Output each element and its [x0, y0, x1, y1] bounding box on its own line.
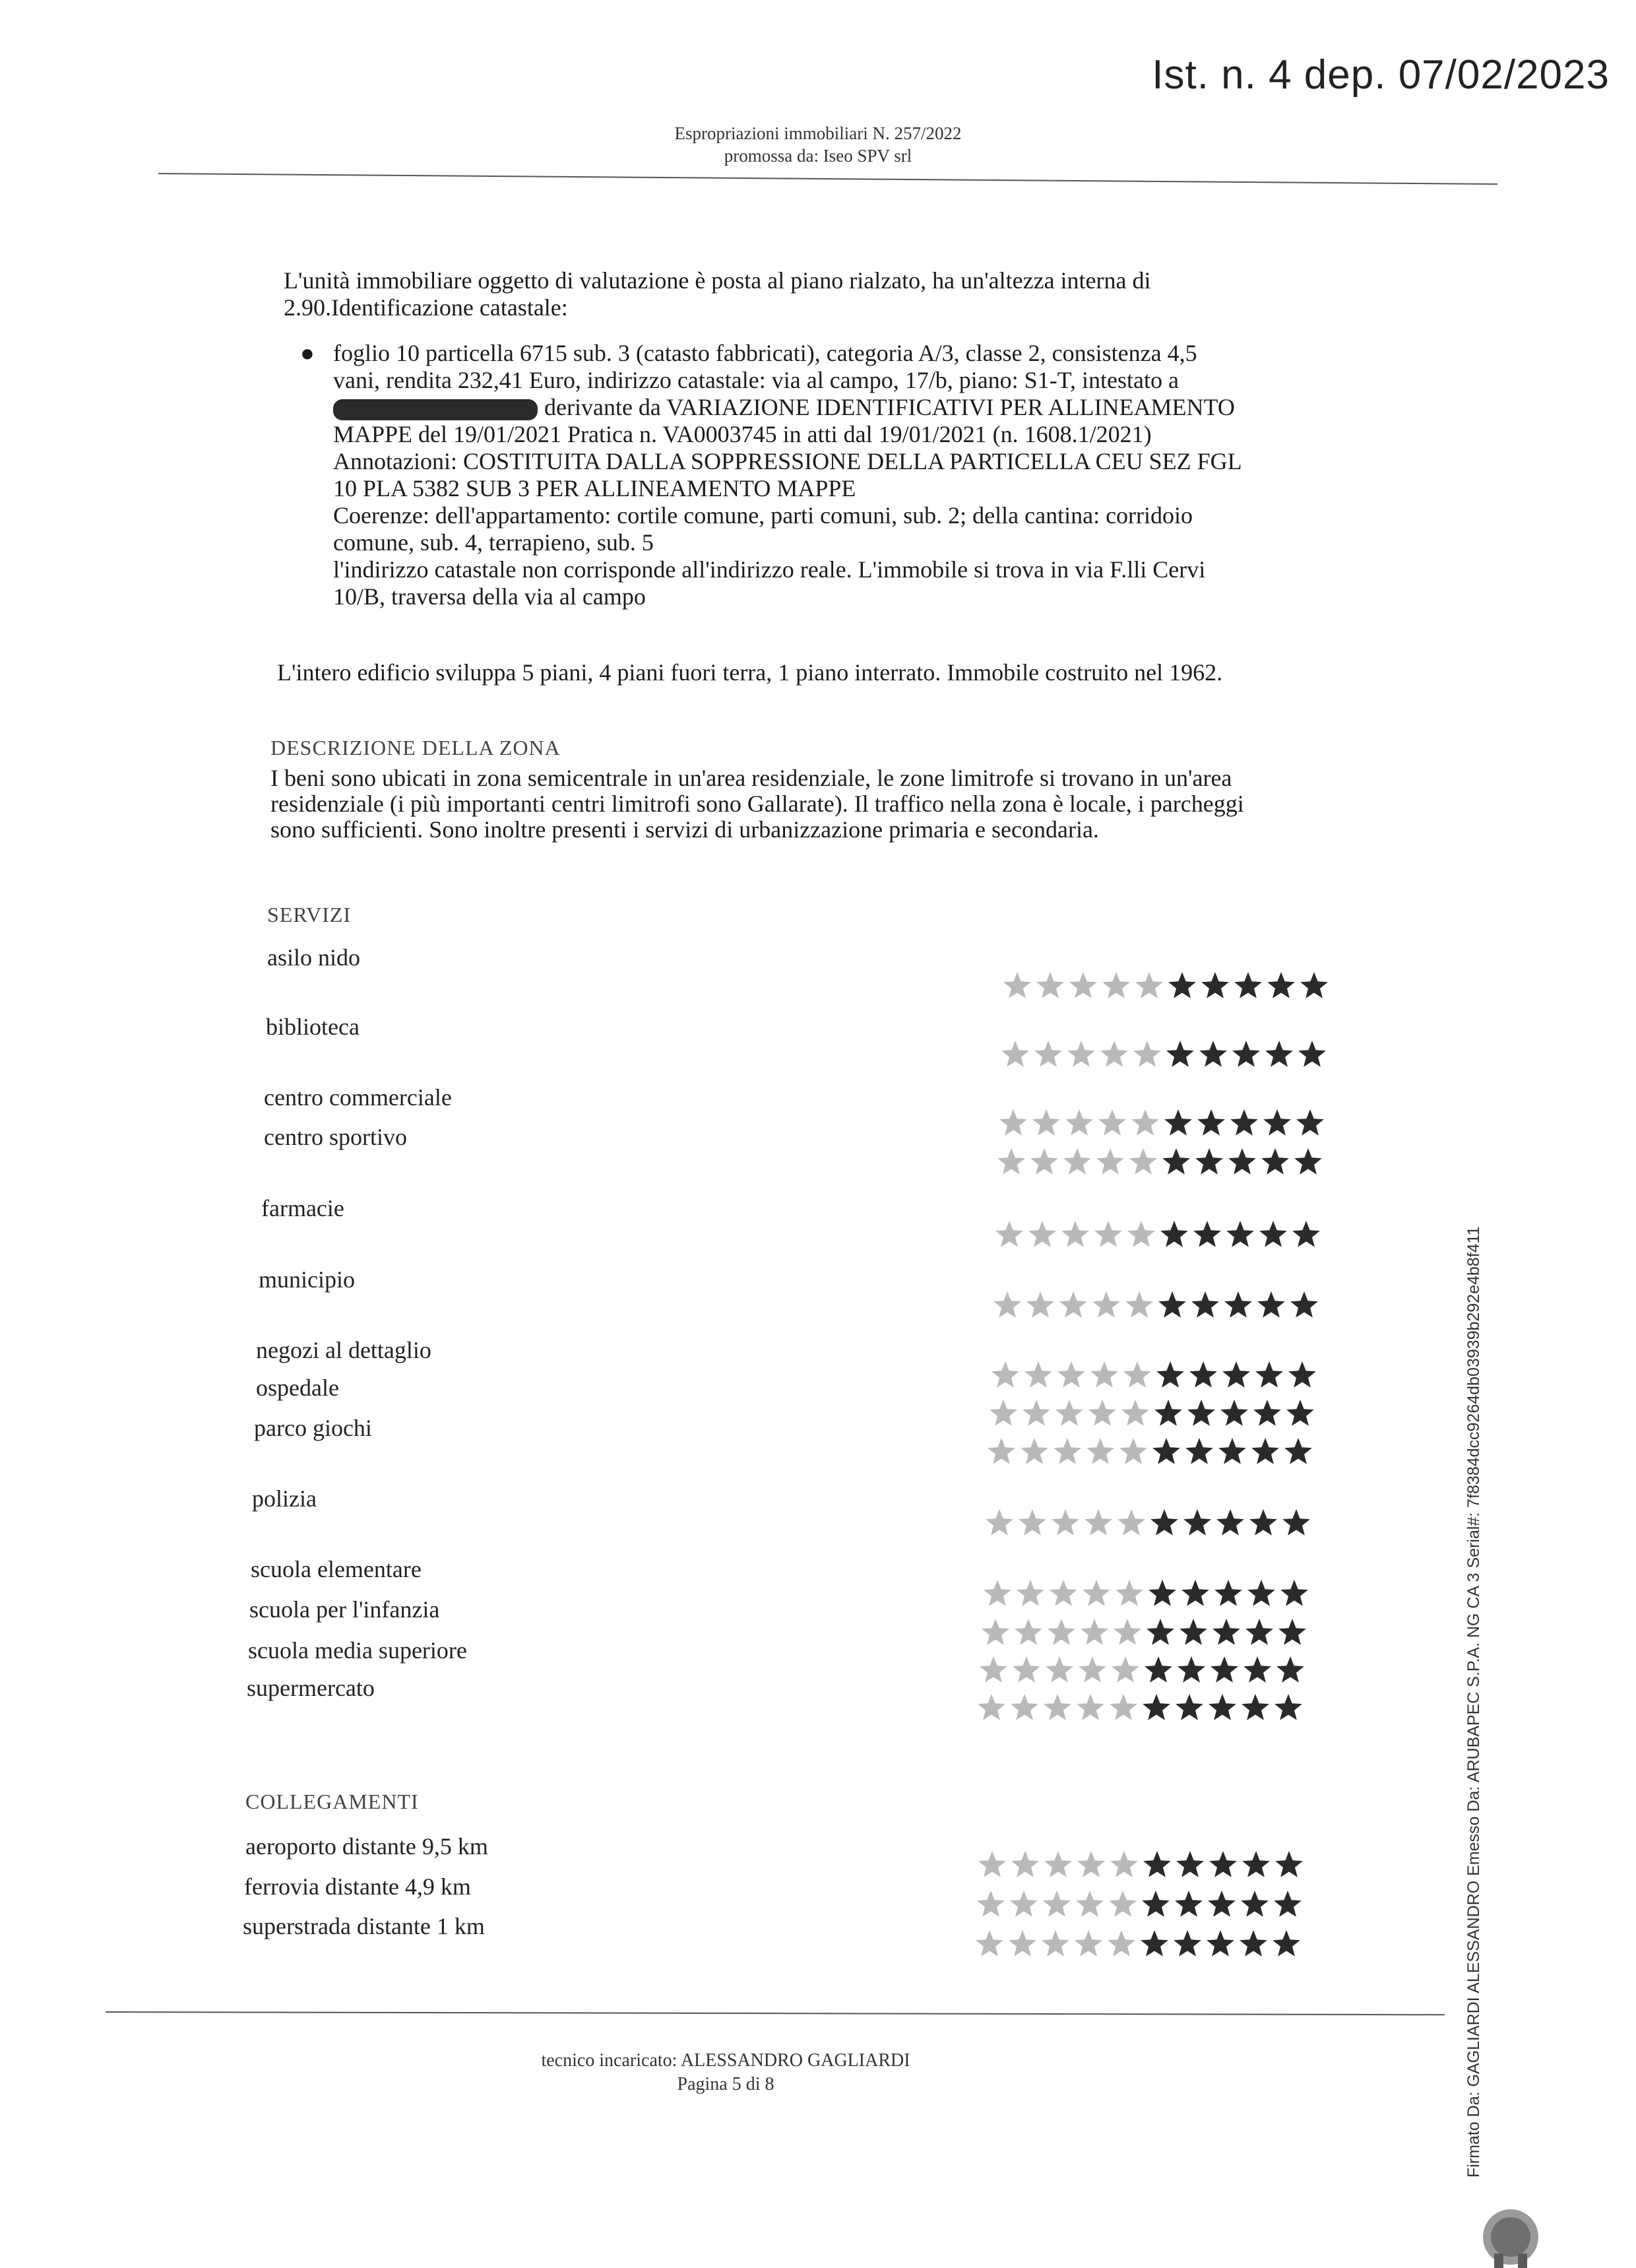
star-filled-icon [1174, 1930, 1201, 1957]
star-empty-icon [1116, 1580, 1143, 1606]
star-empty-icon [1081, 1619, 1108, 1645]
star-filled-icon [1214, 1580, 1242, 1606]
star-empty-icon [1028, 1221, 1056, 1247]
intro-paragraph [284, 267, 1366, 321]
cadastral-line: MAPPE del 19/01/2021 Pratica n. VA0003745 in atti dal 19/01/2021 (n. 1608.1/2021) [333, 421, 1152, 447]
star-empty-icon [1125, 1291, 1153, 1318]
star-empty-icon [1022, 1400, 1050, 1426]
star-empty-icon [988, 1438, 1015, 1464]
star-empty-icon [1009, 1930, 1036, 1957]
connection-rating [976, 1848, 1319, 1882]
star-empty-icon [1086, 1438, 1114, 1464]
star-empty-icon [1079, 1656, 1106, 1683]
page-number: Pagina 5 di 8 [677, 2074, 774, 2094]
star-empty-icon [1063, 1148, 1091, 1175]
star-filled-icon [1300, 972, 1328, 998]
intro-line-2: 2.90.Identificazione catastale: [284, 294, 568, 321]
deposit-stamp: Ist. n. 4 dep. 07/02/2023 [1152, 52, 1610, 98]
connection-rating [974, 1927, 1317, 1961]
service-rating [982, 1576, 1325, 1611]
star-empty-icon [1076, 1891, 1104, 1917]
services-title: SERVIZI [267, 903, 352, 926]
star-filled-icon [1193, 1221, 1221, 1247]
star-empty-icon [1055, 1400, 1083, 1426]
star-filled-icon [1154, 1400, 1182, 1426]
star-filled-icon [1162, 1148, 1190, 1175]
star-filled-icon [1242, 1694, 1269, 1720]
star-empty-icon [1042, 1930, 1069, 1957]
star-filled-icon [1218, 1438, 1246, 1464]
star-empty-icon [1046, 1656, 1073, 1683]
star-filled-icon [1142, 1891, 1170, 1917]
service-rating [993, 1217, 1337, 1252]
connection-label: aeroporto distante 9,5 km [245, 1833, 488, 1860]
star-filled-icon [1234, 972, 1262, 998]
star-empty-icon [1052, 1509, 1079, 1536]
star-filled-icon [1212, 1619, 1240, 1645]
service-label: farmacie [261, 1195, 344, 1221]
star-filled-icon [1261, 1148, 1289, 1175]
star-filled-icon [1273, 1930, 1300, 1957]
cadastral-line: 10 PLA 5382 SUB 3 PER ALLINEAMENTO MAPPE [333, 475, 856, 502]
technician: tecnico incaricato: ALESSANDRO GAGLIARDI [541, 2050, 910, 2071]
star-empty-icon [1135, 972, 1163, 998]
star-filled-icon [1183, 1509, 1211, 1536]
service-rating [988, 1396, 1331, 1431]
star-empty-icon [1044, 1694, 1071, 1720]
star-empty-icon [999, 1109, 1027, 1136]
star-empty-icon [977, 1891, 1005, 1917]
star-filled-icon [1294, 1148, 1322, 1175]
star-filled-icon [1195, 1148, 1223, 1175]
cadastral-line: derivante da VARIAZIONE IDENTIFICATIVI PER ALLINEAMENTO [544, 394, 1235, 420]
star-empty-icon [1057, 1361, 1085, 1388]
star-empty-icon [1010, 1891, 1038, 1917]
star-filled-icon [1143, 1694, 1170, 1720]
cadastral-owner-line [333, 394, 1366, 421]
service-label: polizia [252, 1485, 317, 1512]
star-empty-icon [1024, 1361, 1052, 1388]
service-label: parco giochi [254, 1415, 372, 1441]
star-filled-icon [1201, 972, 1229, 998]
star-empty-icon [1021, 1438, 1048, 1464]
bullet-icon: ● [300, 340, 315, 366]
zone-line: sono sufficienti. Sono inoltre presenti i servizi di urbanizzazione primaria e secondaria. [270, 816, 1099, 843]
star-filled-icon [1286, 1400, 1314, 1426]
star-filled-icon [1152, 1438, 1180, 1464]
star-empty-icon [1108, 1930, 1135, 1957]
star-filled-icon [1185, 1438, 1213, 1464]
star-empty-icon [1133, 1041, 1161, 1067]
star-empty-icon [1077, 1694, 1104, 1720]
star-filled-icon [1241, 1891, 1269, 1917]
star-filled-icon [1158, 1291, 1186, 1318]
star-filled-icon [1143, 1851, 1171, 1877]
service-rating [991, 1288, 1335, 1322]
star-empty-icon [1077, 1851, 1105, 1877]
star-filled-icon [1175, 1891, 1203, 1917]
star-filled-icon [1197, 1109, 1225, 1136]
star-empty-icon [993, 1291, 1021, 1318]
star-filled-icon [1249, 1509, 1277, 1536]
star-empty-icon [990, 1400, 1017, 1426]
star-filled-icon [1150, 1509, 1178, 1536]
star-filled-icon [1176, 1851, 1204, 1877]
star-filled-icon [1145, 1656, 1172, 1683]
star-filled-icon [1208, 1891, 1236, 1917]
star-filled-icon [1284, 1438, 1312, 1464]
star-empty-icon [1123, 1361, 1151, 1388]
star-filled-icon [1207, 1930, 1234, 1957]
service-label: asilo nido [267, 944, 360, 971]
service-label: biblioteca [266, 1014, 360, 1040]
star-filled-icon [1247, 1580, 1275, 1606]
star-empty-icon [1044, 1851, 1072, 1877]
star-empty-icon [1065, 1109, 1093, 1136]
star-filled-icon [1191, 1291, 1219, 1318]
cadastral-line: 10/B, traversa della via al campo [333, 583, 646, 610]
seal-icon [1474, 2197, 1547, 2268]
star-empty-icon [984, 1580, 1011, 1606]
promoter: promossa da: Iseo SPV srl [724, 146, 912, 166]
star-empty-icon [995, 1221, 1023, 1247]
star-filled-icon [1288, 1361, 1316, 1388]
cadastral-line: comune, sub. 4, terrapieno, sub. 5 [333, 529, 654, 556]
star-empty-icon [1117, 1509, 1145, 1536]
connection-label: superstrada distante 1 km [243, 1913, 485, 1939]
star-filled-icon [1141, 1930, 1168, 1957]
star-filled-icon [1257, 1291, 1285, 1318]
star-empty-icon [1092, 1291, 1120, 1318]
star-empty-icon [1129, 1148, 1157, 1175]
star-filled-icon [1274, 1694, 1302, 1720]
star-empty-icon [1050, 1580, 1077, 1606]
service-label: centro commerciale [264, 1084, 452, 1111]
star-empty-icon [1102, 972, 1130, 998]
connection-rating [975, 1887, 1318, 1922]
zone-description [270, 765, 1366, 843]
service-rating [986, 1435, 1329, 1469]
star-filled-icon [1245, 1619, 1273, 1645]
star-empty-icon [1048, 1619, 1075, 1645]
star-empty-icon [1032, 1109, 1060, 1136]
star-empty-icon [1069, 972, 1097, 998]
star-filled-icon [1259, 1221, 1287, 1247]
star-filled-icon [1263, 1109, 1291, 1136]
document-footer [0, 2049, 1451, 2096]
star-filled-icon [1178, 1656, 1205, 1683]
star-filled-icon [1296, 1109, 1324, 1136]
star-filled-icon [1251, 1438, 1279, 1464]
building-description: L'intero edificio sviluppa 5 piani, 4 piani fuori terra, 1 piano interrato. Immobile costruito nel 1962. [277, 659, 1223, 686]
star-filled-icon [1209, 1851, 1237, 1877]
star-filled-icon [1242, 1851, 1270, 1877]
star-filled-icon [1280, 1580, 1308, 1606]
star-empty-icon [991, 1361, 1019, 1388]
star-filled-icon [1292, 1221, 1320, 1247]
star-filled-icon [1168, 972, 1196, 998]
star-filled-icon [1166, 1041, 1194, 1067]
star-filled-icon [1275, 1851, 1303, 1877]
service-label: centro sportivo [264, 1124, 407, 1150]
star-empty-icon [1114, 1619, 1141, 1645]
star-filled-icon [1230, 1109, 1258, 1136]
cadastral-identification [300, 340, 1366, 610]
star-empty-icon [1036, 972, 1064, 998]
header-rule [158, 173, 1497, 185]
star-filled-icon [1164, 1109, 1192, 1136]
star-empty-icon [1100, 1041, 1128, 1067]
procedure-number: Espropriazioni immobiliari N. 257/2022 [674, 123, 962, 143]
service-rating [980, 1615, 1323, 1650]
service-rating [976, 1691, 1319, 1725]
star-filled-icon [1222, 1361, 1250, 1388]
star-filled-icon [1199, 1041, 1227, 1067]
connections-title: COLLEGAMENTI [245, 1790, 419, 1813]
star-filled-icon [1265, 1041, 1293, 1067]
service-label: scuola elementare [251, 1556, 422, 1582]
service-rating [995, 1145, 1338, 1179]
star-empty-icon [1083, 1580, 1110, 1606]
star-filled-icon [1298, 1041, 1326, 1067]
star-empty-icon [1112, 1656, 1139, 1683]
star-empty-icon [978, 1694, 1005, 1720]
star-filled-icon [1255, 1361, 1283, 1388]
star-filled-icon [1253, 1400, 1281, 1426]
cadastral-line: Annotazioni: COSTITUITA DALLA SOPPRESSIONE DELLA PARTICELLA CEU SEZ FGL [333, 448, 1242, 474]
star-filled-icon [1209, 1694, 1236, 1720]
star-empty-icon [1094, 1221, 1122, 1247]
star-empty-icon [982, 1619, 1009, 1645]
star-empty-icon [1061, 1221, 1089, 1247]
star-filled-icon [1232, 1041, 1260, 1067]
footer-rule [106, 2011, 1445, 2015]
star-empty-icon [1110, 1851, 1138, 1877]
star-empty-icon [1109, 1891, 1137, 1917]
service-label: negozi al dettaglio [256, 1337, 431, 1363]
star-empty-icon [976, 1930, 1003, 1957]
star-empty-icon [1019, 1509, 1046, 1536]
star-filled-icon [1147, 1619, 1174, 1645]
star-filled-icon [1278, 1619, 1306, 1645]
star-filled-icon [1181, 1580, 1209, 1606]
document-header [0, 122, 1636, 167]
star-empty-icon [1131, 1109, 1159, 1136]
star-filled-icon [1240, 1930, 1267, 1957]
service-label: scuola per l'infanzia [249, 1596, 440, 1623]
star-filled-icon [1226, 1221, 1254, 1247]
service-rating [999, 1037, 1342, 1072]
star-filled-icon [1243, 1656, 1271, 1683]
star-filled-icon [1276, 1656, 1304, 1683]
star-filled-icon [1148, 1580, 1176, 1606]
star-empty-icon [1011, 1851, 1039, 1877]
star-empty-icon [1003, 972, 1031, 998]
service-rating [984, 1506, 1327, 1540]
service-label: municipio [259, 1266, 355, 1293]
cadastral-line: l'indirizzo catastale non corrisponde all'indirizzo reale. L'immobile si trova in via F.lli Cervi [333, 556, 1206, 583]
service-rating [990, 1358, 1333, 1392]
cadastral-line: foglio 10 particella 6715 sub. 3 (catasto fabbricati), categoria A/3, classe 2, consistenza 4,5 [333, 340, 1197, 366]
star-filled-icon [1160, 1221, 1188, 1247]
star-empty-icon [1054, 1438, 1081, 1464]
service-label: scuola media superiore [248, 1637, 467, 1664]
cadastral-line: vani, rendita 232,41 Euro, indirizzo catastale: via al campo, 17/b, piano: S1-T, intestato a [333, 367, 1179, 393]
star-filled-icon [1290, 1291, 1318, 1318]
service-rating [1001, 969, 1344, 1003]
star-empty-icon [1119, 1438, 1147, 1464]
star-empty-icon [1017, 1580, 1044, 1606]
star-empty-icon [1121, 1400, 1149, 1426]
star-empty-icon [986, 1509, 1013, 1536]
star-empty-icon [1096, 1148, 1124, 1175]
zone-line: residenziale (i più importanti centri limitrofi sono Gallarate). Il traffico nella zona è locale, i parcheggi [270, 791, 1244, 817]
star-empty-icon [980, 1656, 1007, 1683]
star-empty-icon [1015, 1619, 1042, 1645]
star-empty-icon [1026, 1291, 1054, 1318]
intro-line-1: L'unità immobiliare oggetto di valutazione è posta al piano rialzato, ha un'altezza interna di [284, 267, 1151, 294]
star-empty-icon [1059, 1291, 1087, 1318]
star-filled-icon [1274, 1891, 1302, 1917]
redaction-mark [333, 399, 538, 420]
service-rating [997, 1106, 1340, 1140]
star-filled-icon [1216, 1509, 1244, 1536]
star-empty-icon [1030, 1148, 1058, 1175]
star-empty-icon [1043, 1891, 1071, 1917]
star-empty-icon [1085, 1509, 1112, 1536]
star-filled-icon [1211, 1656, 1238, 1683]
star-empty-icon [997, 1148, 1025, 1175]
service-label: ospedale [256, 1375, 339, 1401]
star-filled-icon [1267, 972, 1295, 998]
cadastral-line: Coerenze: dell'appartamento: cortile comune, parti comuni, sub. 2; della cantina: corridoio [333, 502, 1193, 529]
star-filled-icon [1228, 1148, 1256, 1175]
star-empty-icon [1090, 1361, 1118, 1388]
star-filled-icon [1176, 1694, 1203, 1720]
star-filled-icon [1187, 1400, 1215, 1426]
star-filled-icon [1224, 1291, 1252, 1318]
star-empty-icon [1067, 1041, 1095, 1067]
service-rating [978, 1653, 1321, 1687]
star-empty-icon [1013, 1656, 1040, 1683]
star-empty-icon [1110, 1694, 1137, 1720]
star-filled-icon [1220, 1400, 1248, 1426]
star-filled-icon [1180, 1619, 1207, 1645]
star-empty-icon [1127, 1221, 1155, 1247]
star-empty-icon [1075, 1930, 1102, 1957]
zone-title: DESCRIZIONE DELLA ZONA [270, 736, 561, 760]
star-empty-icon [978, 1851, 1006, 1877]
zone-line: I beni sono ubicati in zona semicentrale in un'area residenziale, le zone limitrofe si trovano in un'area [270, 765, 1232, 791]
star-empty-icon [1088, 1400, 1116, 1426]
star-filled-icon [1189, 1361, 1217, 1388]
star-empty-icon [1098, 1109, 1126, 1136]
star-filled-icon [1156, 1361, 1184, 1388]
star-filled-icon [1282, 1509, 1310, 1536]
star-empty-icon [1001, 1041, 1029, 1067]
star-empty-icon [1034, 1041, 1062, 1067]
digital-signature: Firmato Da: GAGLIARDI ALESSANDRO Emesso Da: ARUBAPEC S.P.A. NG CA 3 Serial#: 7f8384dcc9264db03939b292e4b8f411 [1464, 1226, 1483, 2178]
service-label: supermercato [247, 1675, 375, 1701]
star-empty-icon [1011, 1694, 1038, 1720]
connection-label: ferrovia distante 4,9 km [244, 1873, 471, 1900]
